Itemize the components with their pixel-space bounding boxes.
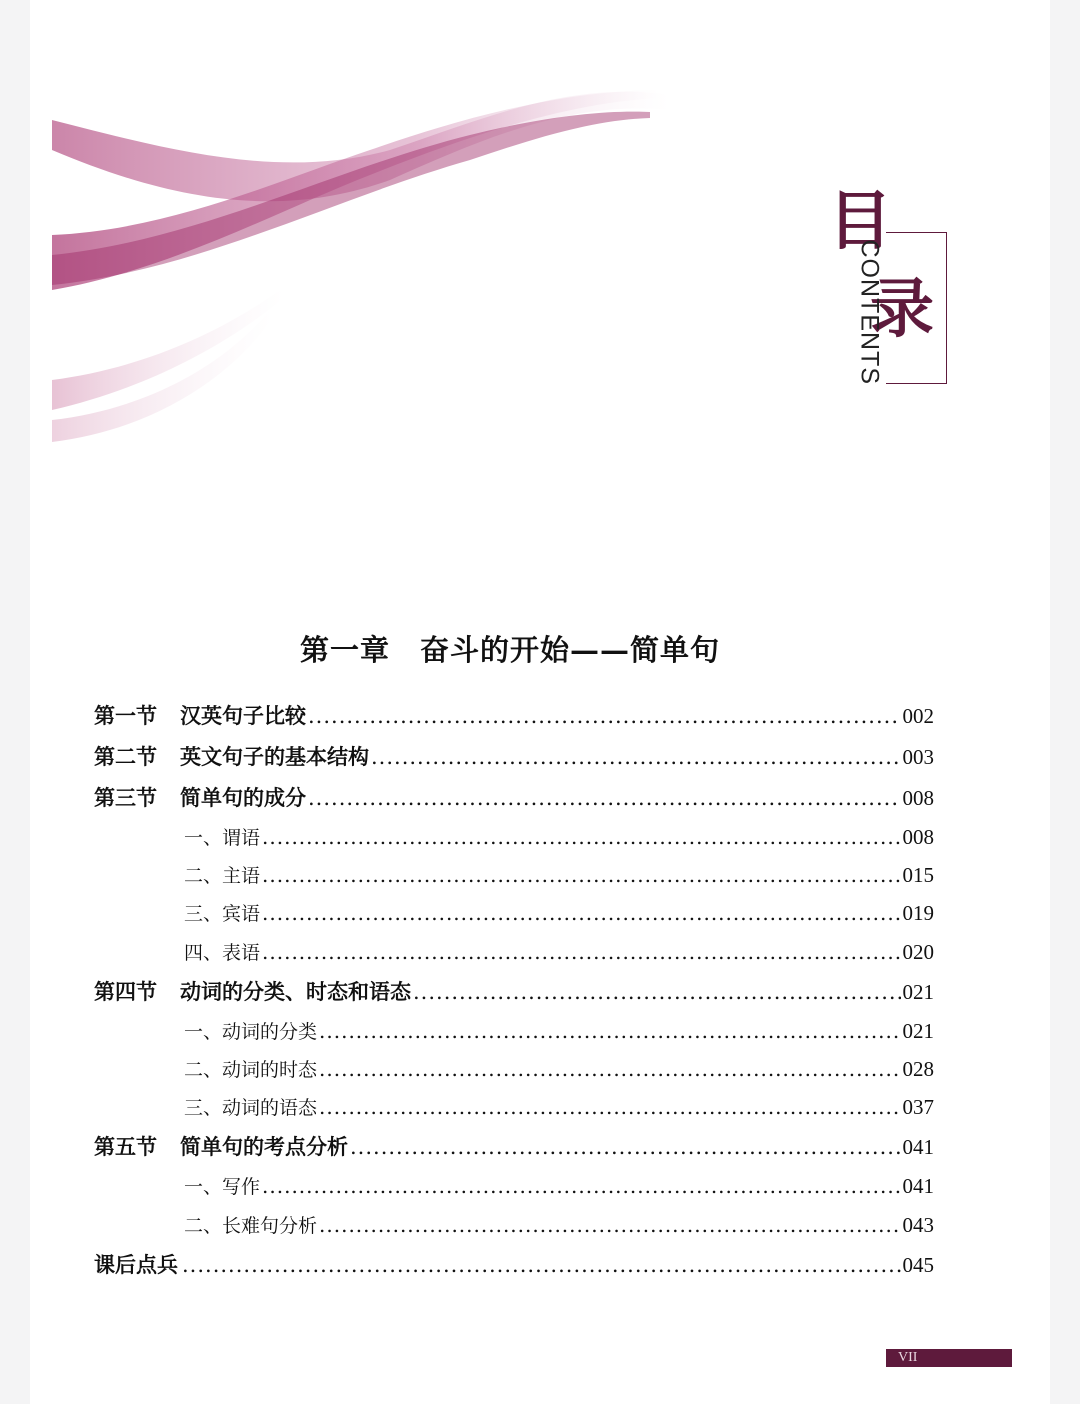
toc-page-number: 045 [902, 1252, 934, 1277]
toc-page-number: 028 [902, 1056, 934, 1081]
toc-entry-label [94, 1017, 317, 1044]
page-folio: VII [886, 1349, 1012, 1367]
toc-subsection-row[interactable] [94, 1055, 934, 1093]
toc-subsection-row[interactable] [94, 1172, 934, 1210]
toc-subsection-row[interactable] [94, 823, 934, 861]
toc-page-number: 008 [902, 825, 934, 849]
toc-section-title: 汉英句子比较 [180, 703, 306, 728]
toc-dot-leader [319, 1019, 900, 1043]
toc-section-title: 简单句的成分 [180, 785, 306, 810]
toc-section-title: 简单句的考点分析 [180, 1134, 348, 1160]
toc-entry-label [94, 976, 411, 1006]
toc-subsection-title: 三、动词的语态 [184, 1097, 318, 1120]
toc-section-row[interactable] [94, 782, 934, 823]
toc-page-number: 043 [902, 1212, 934, 1237]
toc-entry-label [94, 823, 260, 850]
toc-section-number: 第二节 [94, 744, 157, 769]
toc-entry-label [94, 1131, 348, 1161]
toc-page-number: 002 [902, 704, 934, 728]
toc-subsection-row[interactable] [94, 861, 934, 899]
table-of-contents [94, 700, 934, 1290]
chapter-title: 第一章 奋斗的开始——简单句 [299, 633, 720, 667]
toc-entry-label [94, 782, 306, 812]
toc-dot-leader [262, 940, 900, 964]
toc-section-number: 课后点兵 [94, 1251, 178, 1277]
toc-page-number: 020 [902, 939, 934, 964]
toc-dot-leader [262, 863, 900, 887]
toc-page-number: 015 [902, 863, 934, 888]
toc-entry-label [94, 938, 260, 965]
decorative-swoosh [50, 40, 690, 460]
toc-entry-label [94, 1055, 317, 1082]
toc-entry-label [94, 861, 260, 888]
toc-dot-leader [413, 980, 901, 1004]
toc-subsection-row[interactable] [94, 1017, 934, 1055]
toc-page-number: 019 [902, 901, 934, 926]
toc-subsection-row[interactable] [94, 938, 934, 976]
toc-dot-leader [308, 786, 901, 810]
toc-entry-label [94, 1211, 317, 1238]
toc-section-row[interactable] [94, 700, 934, 741]
toc-dot-leader [262, 1174, 900, 1198]
toc-page-number: 037 [902, 1095, 934, 1120]
toc-section-row[interactable] [94, 1131, 934, 1172]
heading-char-mu: 目 [828, 184, 892, 259]
toc-section-number: 第一节 [94, 703, 157, 728]
toc-page-number: 041 [902, 1174, 934, 1199]
toc-subsection-row[interactable] [94, 1211, 934, 1249]
toc-section-row[interactable] [94, 741, 934, 782]
toc-subsection-title: 三、宾语 [184, 903, 261, 926]
toc-page-number: 021 [902, 1018, 934, 1043]
toc-dot-leader [319, 1095, 900, 1119]
toc-page-number: 008 [902, 786, 934, 810]
toc-section-row[interactable] [94, 1249, 934, 1290]
toc-section-number: 第五节 [94, 1134, 157, 1160]
toc-subsection-title: 一、动词的分类 [184, 1020, 318, 1043]
toc-entry-label [94, 1172, 260, 1199]
toc-entry-label [94, 899, 260, 926]
toc-subsection-title: 二、动词的时态 [184, 1058, 318, 1081]
toc-section-title: 动词的分类、时态和语态 [180, 978, 411, 1004]
toc-section-title: 英文句子的基本结构 [180, 744, 369, 769]
toc-dot-leader [262, 901, 900, 925]
toc-section-number: 第三节 [94, 785, 157, 810]
toc-entry-label [94, 741, 369, 771]
toc-dot-leader [350, 1135, 901, 1159]
toc-section-number: 第四节 [94, 978, 157, 1004]
toc-subsection-title: 四、表语 [184, 941, 261, 964]
toc-dot-leader [371, 745, 901, 769]
toc-entry-label [94, 700, 306, 730]
toc-entry-label [94, 1249, 180, 1279]
toc-dot-leader [262, 825, 900, 849]
toc-dot-leader [182, 1253, 901, 1277]
toc-page-number: 041 [902, 1135, 934, 1160]
toc-subsection-title: 二、长难句分析 [184, 1214, 318, 1237]
toc-subsection-title: 二、主语 [184, 865, 261, 888]
toc-dot-leader [319, 1057, 900, 1081]
toc-dot-leader [319, 1213, 900, 1237]
toc-page-number: 021 [902, 979, 934, 1004]
heading-char-lu: 录 [870, 272, 934, 347]
toc-subsection-title: 一、写作 [184, 1176, 261, 1199]
contents-heading [826, 184, 956, 408]
toc-subsection-row[interactable] [94, 899, 934, 937]
toc-subsection-row[interactable] [94, 1093, 934, 1131]
heading-english: CONTENTS [855, 239, 884, 385]
toc-page-number: 003 [902, 745, 934, 769]
toc-entry-label [94, 1093, 317, 1120]
toc-section-row[interactable] [94, 976, 934, 1017]
toc-subsection-title: 一、谓语 [184, 827, 261, 849]
toc-dot-leader [308, 704, 901, 728]
